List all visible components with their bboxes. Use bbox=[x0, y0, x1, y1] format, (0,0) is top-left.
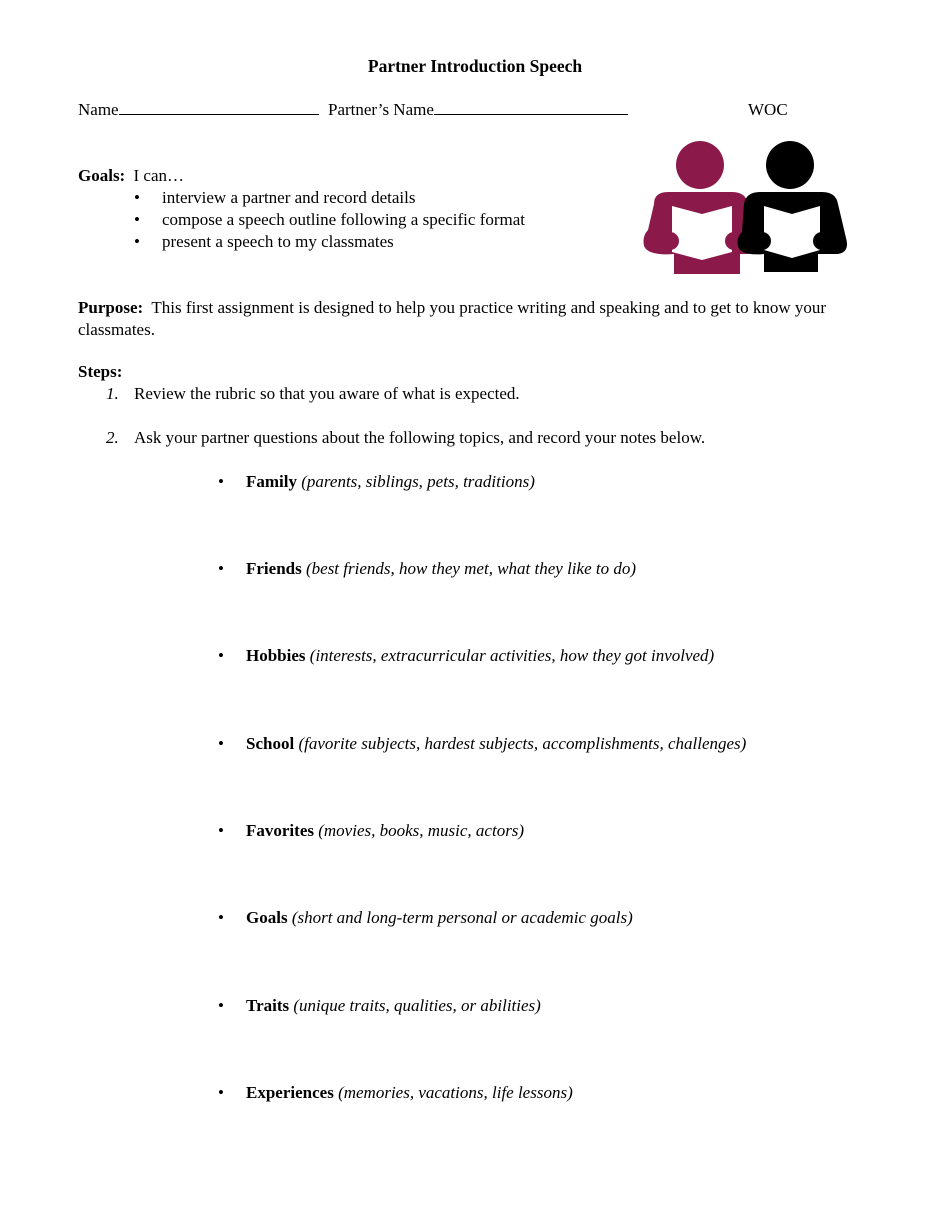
topic-name: Family bbox=[246, 472, 297, 491]
bullet-icon: • bbox=[218, 821, 224, 840]
goal-text: compose a speech outline following a specific format bbox=[162, 210, 526, 229]
bullet-icon: • bbox=[218, 734, 224, 753]
step-item bbox=[106, 384, 520, 404]
topic-item bbox=[218, 908, 633, 928]
topic-hint: (unique traits, qualities, or abilities) bbox=[293, 996, 541, 1015]
goal-text: interview a partner and record details bbox=[162, 188, 416, 207]
goals-heading bbox=[78, 166, 184, 186]
right-reader-icon bbox=[738, 141, 848, 272]
step-item bbox=[106, 428, 705, 448]
woc-label: WOC bbox=[748, 100, 788, 119]
step-text: Ask your partner questions about the following topics, and record your notes below. bbox=[134, 428, 706, 447]
topic-hint: (favorite subjects, hardest subjects, accomplishments, challenges) bbox=[298, 734, 747, 753]
topic-hint: (short and long-term personal or academic goals) bbox=[291, 908, 633, 927]
partner-name-field[interactable] bbox=[434, 100, 628, 115]
topic-item bbox=[218, 1083, 573, 1103]
goal-item bbox=[134, 210, 525, 230]
bullet-icon: • bbox=[134, 188, 140, 207]
partner-name-field-row bbox=[328, 100, 628, 120]
left-reader-icon bbox=[644, 141, 757, 274]
step-text: Review the rubric so that you aware of what is expected. bbox=[134, 384, 520, 403]
topic-name: Experiences bbox=[246, 1083, 334, 1102]
bullet-icon: • bbox=[134, 232, 140, 251]
topic-hint: (best friends, how they met, what they like to do) bbox=[305, 559, 636, 578]
purpose-label: Purpose: bbox=[78, 298, 144, 317]
topic-item bbox=[218, 821, 524, 841]
step-number: 2. bbox=[106, 428, 119, 447]
page-title: Partner Introduction Speech bbox=[367, 56, 583, 76]
topic-name: Friends bbox=[246, 559, 302, 578]
bullet-icon: • bbox=[218, 472, 224, 491]
topic-name: Hobbies bbox=[246, 646, 306, 665]
bullet-icon: • bbox=[218, 996, 224, 1015]
purpose-text: This first assignment is designed to help you practice writing and speaking and to get to know your classmates. bbox=[78, 298, 827, 339]
goals-intro: I can… bbox=[133, 166, 184, 185]
bullet-icon: • bbox=[134, 210, 140, 229]
partner-name-label: Partner’s Name bbox=[328, 100, 434, 119]
topic-name: Goals bbox=[246, 908, 288, 927]
name-field[interactable] bbox=[119, 100, 319, 115]
bullet-icon: • bbox=[218, 559, 224, 578]
goal-text: present a speech to my classmates bbox=[162, 232, 394, 251]
topic-name: Traits bbox=[246, 996, 290, 1015]
topic-name: School bbox=[246, 734, 295, 753]
bullet-icon: • bbox=[218, 908, 224, 927]
goal-item bbox=[134, 232, 394, 252]
topic-hint: (movies, books, music, actors) bbox=[318, 821, 525, 840]
bullet-icon: • bbox=[218, 646, 224, 665]
bullet-icon: • bbox=[218, 1083, 224, 1102]
step-number: 1. bbox=[106, 384, 119, 403]
name-label: Name bbox=[78, 100, 119, 119]
topic-item bbox=[218, 646, 714, 666]
purpose-paragraph bbox=[78, 297, 868, 341]
topic-hint: (parents, siblings, pets, traditions) bbox=[301, 472, 535, 491]
name-field-row bbox=[78, 100, 319, 120]
topic-name: Favorites bbox=[246, 821, 314, 840]
goals-label: Goals: bbox=[78, 166, 126, 185]
two-readers-icon bbox=[640, 140, 850, 281]
topic-item bbox=[218, 996, 541, 1016]
topic-hint: (interests, extracurricular activities, how they got involved) bbox=[309, 646, 715, 665]
topic-hint: (memories, vacations, life lessons) bbox=[338, 1083, 573, 1102]
topic-item bbox=[218, 559, 636, 579]
topic-item bbox=[218, 472, 535, 492]
topic-item bbox=[218, 734, 746, 754]
goal-item bbox=[134, 188, 415, 208]
steps-heading: Steps: bbox=[78, 362, 123, 381]
